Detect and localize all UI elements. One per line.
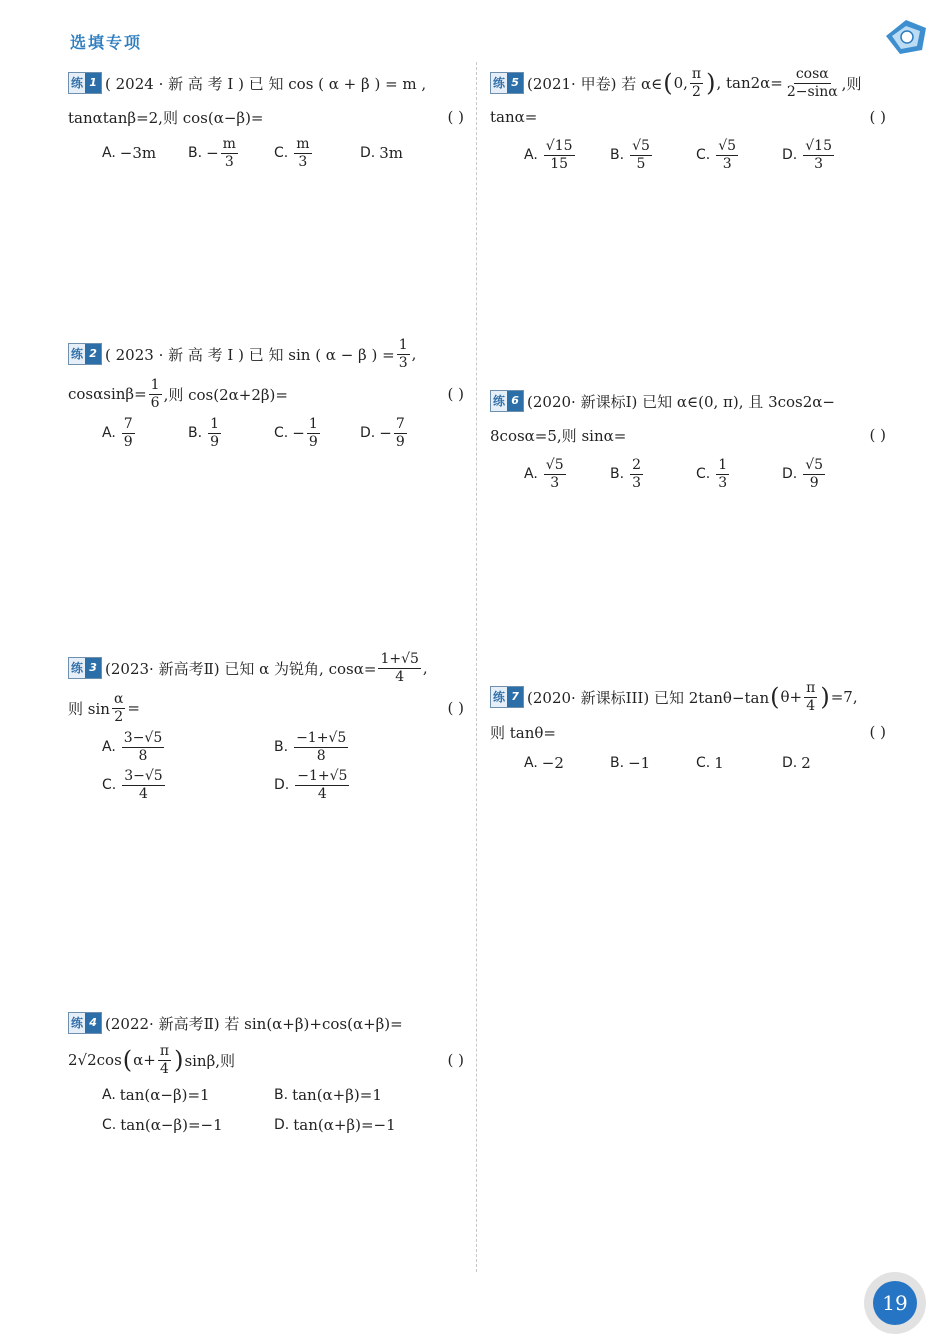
- option-c[interactable]: C. $\frac{m}{3}$: [274, 135, 310, 170]
- problem-source: (2023· 新高考Ⅱ) 已知 α 为锐角, cosα=: [105, 659, 377, 678]
- answer-blank: ( ): [447, 108, 464, 126]
- problem-badge: 练 4: [68, 1012, 102, 1034]
- problem-badge: 练 1: [68, 72, 102, 94]
- problem-1: [68, 66, 464, 172]
- page-number: 19: [873, 1281, 917, 1325]
- option-c[interactable]: C. $\frac{√5}{3}$: [696, 137, 737, 172]
- answer-blank: ( ): [447, 385, 464, 403]
- option-a[interactable]: A. tan(α−β)=1: [102, 1086, 210, 1104]
- problem-badge: 练 6: [490, 390, 524, 412]
- option-b[interactable]: B. $\frac{√5}{5}$: [610, 137, 650, 172]
- options-row: [68, 1080, 464, 1110]
- option-d[interactable]: D. 2: [782, 754, 811, 772]
- option-a[interactable]: A. $\frac{√15}{15}$: [524, 137, 573, 172]
- problem-condition: cosαsinβ= $\frac{1}{6}$ ,则 cos(2α+2β)=: [68, 376, 288, 411]
- problem-5: 练 5 (2021· 甲卷) 若 α∈ ( 0, $\frac{\pi}{2}$ ) , tan2α= $\frac{\cos\alpha}{2-\sin\alpha}$ ,则 tanα= ( ) A. $\frac{√15}{15}$ B. $\frac{√5}{5}$ C. $\frac{√5}{3}$ D. $\frac{√15}{3}$: [490, 62, 886, 180]
- problem-badge: 练 3: [68, 657, 102, 679]
- options-row: [68, 134, 464, 172]
- answer-blank: ( ): [869, 723, 886, 741]
- problem-source: (2020· 新课标Ⅰ) 已知 α∈(0, π), 且 3cos2α−: [527, 392, 835, 411]
- option-b[interactable]: B. − $\frac{m}{3}$: [188, 135, 236, 170]
- answer-blank: ( ): [447, 699, 464, 717]
- problem-condition: 则 tanθ=: [490, 723, 556, 742]
- options-row: [68, 1110, 464, 1140]
- option-b[interactable]: B. tan(α+β)=1: [274, 1086, 382, 1104]
- problem-source: ( 2024 · 新 高 考 Ⅰ ) 已 知 cos ( α + β ) = m ,: [105, 74, 427, 93]
- problem-source: (2021· 甲卷) 若 α∈: [527, 74, 663, 93]
- problem-badge: 练 2: [68, 343, 102, 365]
- problem-condition: 2√2cos ( α+ $\frac{\pi}{4}$ ) sinβ,则: [68, 1042, 236, 1077]
- option-a[interactable]: A. $\frac{7}{9}$: [102, 415, 133, 450]
- column-divider: [476, 62, 477, 1272]
- option-c[interactable]: C. $\frac{3-√5}{4}$: [102, 767, 163, 802]
- option-d[interactable]: D. 3m: [360, 144, 404, 162]
- problem-condition: tanαtanβ=2,则 cos(α−β)=: [68, 108, 264, 127]
- page-number-badge: [864, 1272, 926, 1334]
- option-d[interactable]: D. $\frac{√5}{9}$: [782, 456, 824, 491]
- problem-source: (2020· 新课标III) 已知 2tanθ−tan: [527, 688, 770, 707]
- option-a[interactable]: A. $\frac{√5}{3}$: [524, 456, 564, 491]
- problem-6: [490, 384, 886, 496]
- option-a[interactable]: A. $\frac{3-√5}{8}$: [102, 729, 163, 764]
- options-row: [68, 728, 464, 766]
- option-c[interactable]: C. tan(α−β)=−1: [102, 1116, 223, 1134]
- options-row: [490, 452, 886, 496]
- problem-badge: 练 7: [490, 686, 524, 708]
- option-d[interactable]: D. $\frac{√15}{3}$: [782, 137, 832, 172]
- option-c[interactable]: C. 1: [696, 754, 724, 772]
- option-b[interactable]: B. −1: [610, 754, 651, 772]
- section-title: 选填专项: [70, 33, 143, 52]
- problem-condition: tanα=: [490, 108, 538, 126]
- options-row: [68, 766, 464, 804]
- problem-badge: 练 5: [490, 72, 524, 94]
- problem-condition: 8cosα=5,则 sinα=: [490, 426, 627, 445]
- option-a[interactable]: A. −2: [524, 754, 564, 772]
- blue-book-logo-icon: [882, 14, 930, 58]
- option-a[interactable]: A. −3m: [102, 144, 157, 162]
- problem-7: 练 7 (2020· 新课标III) 已知 2tanθ−tan ( θ+ $\frac{\pi}{4}$ ) =7, 则 tanθ= ( ) A. −2 B. −1 C. 1 D. 2: [490, 676, 886, 780]
- option-b[interactable]: B. $\frac{2}{3}$: [610, 456, 641, 491]
- option-c[interactable]: C. − $\frac{1}{9}$: [274, 415, 318, 450]
- answer-blank: ( ): [447, 1051, 464, 1069]
- option-d[interactable]: D. tan(α+β)=−1: [274, 1116, 396, 1134]
- problem-2: 练 2 ( 2023 · 新 高 考 Ⅰ ) 已 知 sin ( α − β ) = $\frac{1}{3}$ , cosαsinβ= $\frac{1}{6}$ ,则 cos(2α+2β)= ( ) A. $\frac{7}{9}$ B. $\frac{1}{9}$ C. − $\frac{1}{9}$ D. − $\frac{7}{9}$: [68, 334, 464, 452]
- option-b[interactable]: B. $\frac{-1+√5}{8}$: [274, 729, 347, 764]
- options-row: [68, 414, 464, 452]
- option-d[interactable]: D. $\frac{-1+√5}{4}$: [274, 767, 348, 802]
- option-b[interactable]: B. $\frac{1}{9}$: [188, 415, 219, 450]
- problem-source: ( 2023 · 新 高 考 Ⅰ ) 已 知 sin ( α − β ) =: [105, 345, 395, 364]
- problem-source: (2022· 新高考Ⅱ) 若 sin(α+β)+cos(α+β)=: [105, 1014, 403, 1033]
- problem-3: 练 3 (2023· 新高考Ⅱ) 已知 α 为锐角, cosα= $\frac{1+√5}{4}$ , 则 sin $\frac{\alpha}{2}$ = ( ) A. $\frac{3-√5}{8}$ B. $\frac{-1+√5}{8}$ C. $\frac{3-√5}{4}$ D. $\frac{-1+√5}{4}$: [68, 648, 464, 804]
- problem-condition: 则 sin $\frac{\alpha}{2}$ =: [68, 690, 140, 725]
- problem-4: [68, 1006, 464, 1140]
- options-row: [490, 130, 886, 180]
- options-row: [490, 746, 886, 780]
- answer-blank: ( ): [869, 426, 886, 444]
- option-d[interactable]: D. − $\frac{7}{9}$: [360, 415, 405, 450]
- answer-blank: ( ): [869, 108, 886, 126]
- option-c[interactable]: C. $\frac{1}{3}$: [696, 456, 728, 491]
